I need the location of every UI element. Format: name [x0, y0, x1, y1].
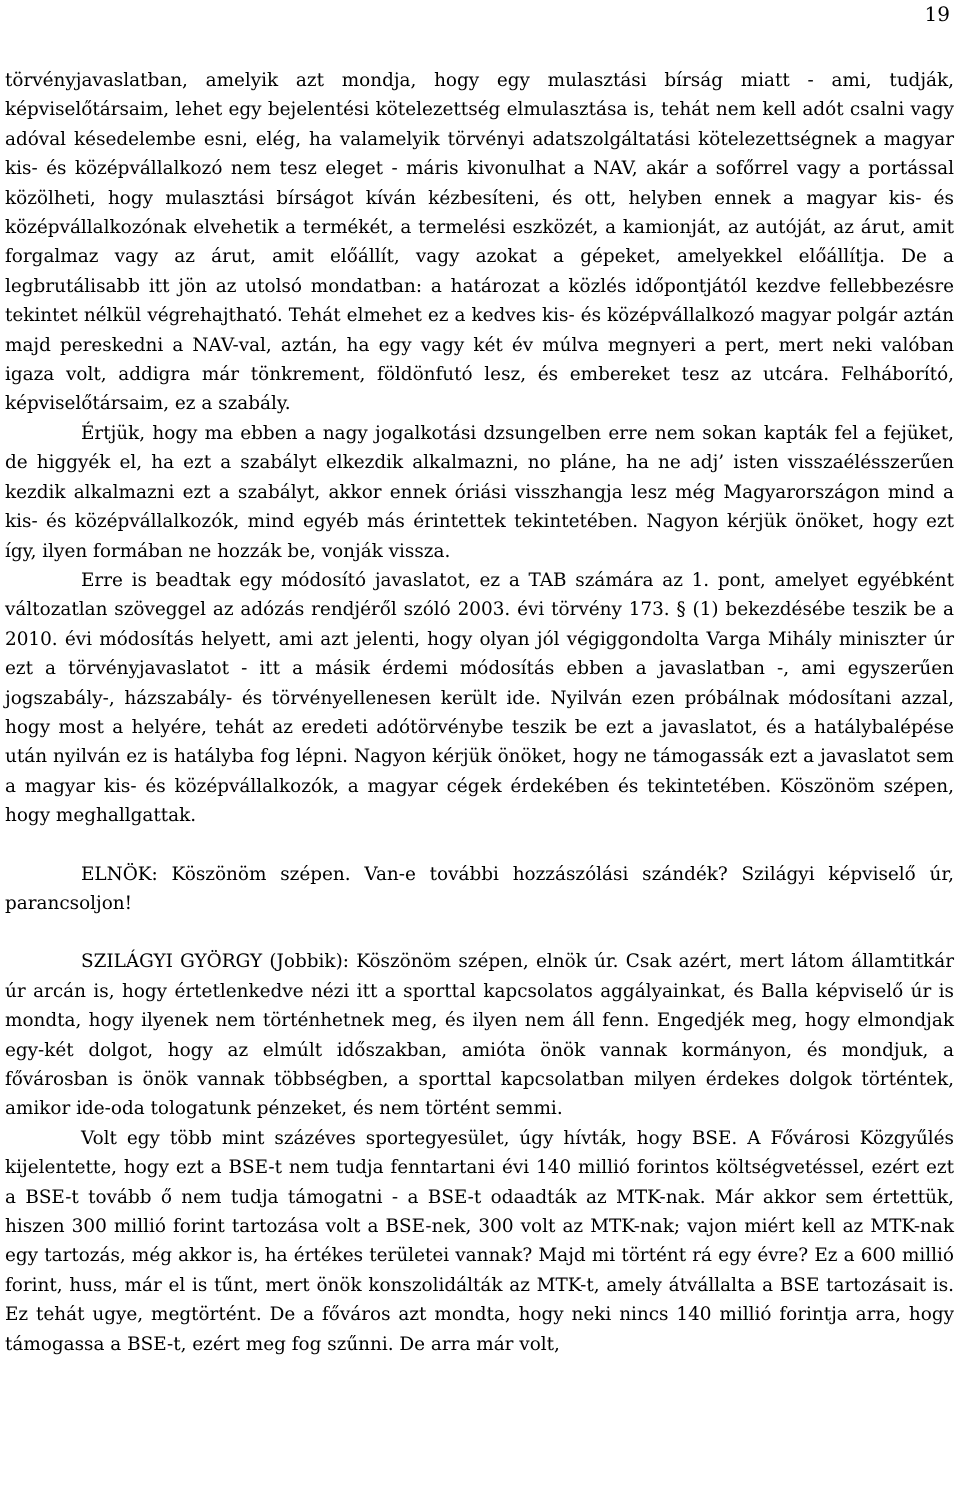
speaker-paragraph-szilagyi: SZILÁGYI GYÖRGY (Jobbik): Köszönöm szépen, elnök úr. Csak azért, mert látom államtitkár úr arcán is, hogy értetlenkedve nézi itt a sporttal kapcsolatos aggályainkat, és Balla képviselő úr is mondta, hogy ilyenek nem történhetnek meg, és ilyen nem áll fenn. Engedjék meg, hogy elmondjak egy-két dolgot, hogy az elmúlt időszakban, amióta önök vannak kormányon, és mondjuk, a fővárosban is önök vannak többségben, a sporttal kapcsolatban milyen érdekes dolgok történtek, amikor ide-oda tologatunk pénzeket, és nem történt semmi.: [5, 951, 954, 1120]
paragraph: Értjük, hogy ma ebben a nagy jogalkotási dzsungelben erre nem sokan kapták fel a fejüket, de higgyék el, ha ezt a szabályt elkezdik alkalmazni, no pláne, ha ne adj’ isten visszaélésszerűen kezdik alkalmazni ezt a szabályt, akkor ennek óriási visszhangja lesz még Magyarországon mind a kis- és középvállalkozók, mind egyéb más érintettek tekintetében. Nagyon kérjük önöket, hogy ezt így, ilyen formában ne hozzák be, vonják vissza.: [5, 422, 954, 562]
paragraph: Volt egy több mint százéves sportegyesület, úgy hívták, hogy BSE. A Fővárosi Közgyűlés kijelentette, hogy ezt a BSE-t nem tudja fenntartani évi 140 millió forintos költségvetéssel, ezért ezt a BSE-t tovább ő nem tudja támogatni - a BSE-t odaadták az MTK-nak. Már akkor sem értettük, hiszen 300 millió forint tartozása volt a BSE-nek, 300 volt az MTK-nak; vajon miért kell az MTK-nak egy tartozás, még akkor is, ha értékes területei vannak? Majd mi történt rá egy évre? Ez a 600 millió forint, huss, már el is tűnt, mert önök konszolidálták az MTK-t, amely átvállalta a BSE tartozásait is. Ez tehát ugye, megtörtént. De a főváros azt mondta, hogy neki nincs 140 millió forintja arra, hogy támogassa a BSE-t, ezért meg fog szűnni. De arra már volt,: [5, 1127, 954, 1355]
paragraph: Erre is beadtak egy módosító javaslatot, ez a TAB számára az 1. pont, amelyet egyébként változatlan szöveggel az adózás rendjéről szóló 2003. évi törvény 173. § (1) bekezdésébe teszik be a 2010. évi módosítás helyett, ami azt jelenti, hogy olyan jól végiggondolta Varga Mihály miniszter úr ezt a törvényjavaslatot - itt a másik érdemi módosítás ebben a javaslatban -, ami egyszerűen jogszabály-, házszabály- és törvényellenesen került ide. Nyilván ezen próbálnak módosítani azzal, hogy most a helyére, tehát az eredeti adótörvénybe teszik be ezt a javaslatot, és a hatálybalépése után nyilván ez is hatályba fog lépni. Nagyon kérjük önöket, hogy ne támogassák ezt a javaslatot sem a magyar kis- és középvállalkozók, a magyar cégek érdekében és tekintetében. Köszönöm szépen, hogy meghallgattak.: [5, 569, 954, 827]
speaker-paragraph-elnok: ELNÖK: Köszönöm szépen. Van-e további hozzászólási szándék? Szilágyi képviselő úr, parancsoljon!: [5, 863, 954, 914]
page-number: 19: [924, 2, 950, 26]
document-body: [5, 66, 954, 1359]
paragraph: törvényjavaslatban, amelyik azt mondja, hogy egy mulasztási bírság miatt - ami, tudják, képviselőtársaim, lehet egy bejelentési kötelezettség elmulasztása is, tehát nem kell adót csalni vagy adóval késedelembe esni, elég, ha valamelyik törvényi adatszolgáltatási kötelezettségnek a magyar kis- és középvállalkozó nem tesz eleget - máris kivonulhat a NAV, akár a sofőrrel vagy a portással közölheti, hogy mulasztási bírságot kíván kézbesíteni, és ott, helyben ennek a magyar kis- és középvállalkozónak elvehetik a termékét, a termelési eszközét, a kamionját, az autóját, az árut, amit forgalmaz vagy az árut, amit előállít, vagy azokat a gépeket, amelyekkel előállítja. De a legbrutálisabb itt jön az utolsó mondatban: a határozat a közlés időpontjától kezdve fellebbezésre tekintet nélkül végrehajtható. Tehát elmehet ez a kedves kis- és középvállalkozó magyar polgár aztán majd pereskedni a NAV-val, aztán, ha egy vagy két év múlva megnyeri a pert, mert neki valóban igaza volt, addigra már tönkrement, földönfutó lesz, és embereket tesz az utcára. Felháborító, képviselőtársaim, ez a szabály.: [5, 70, 954, 415]
